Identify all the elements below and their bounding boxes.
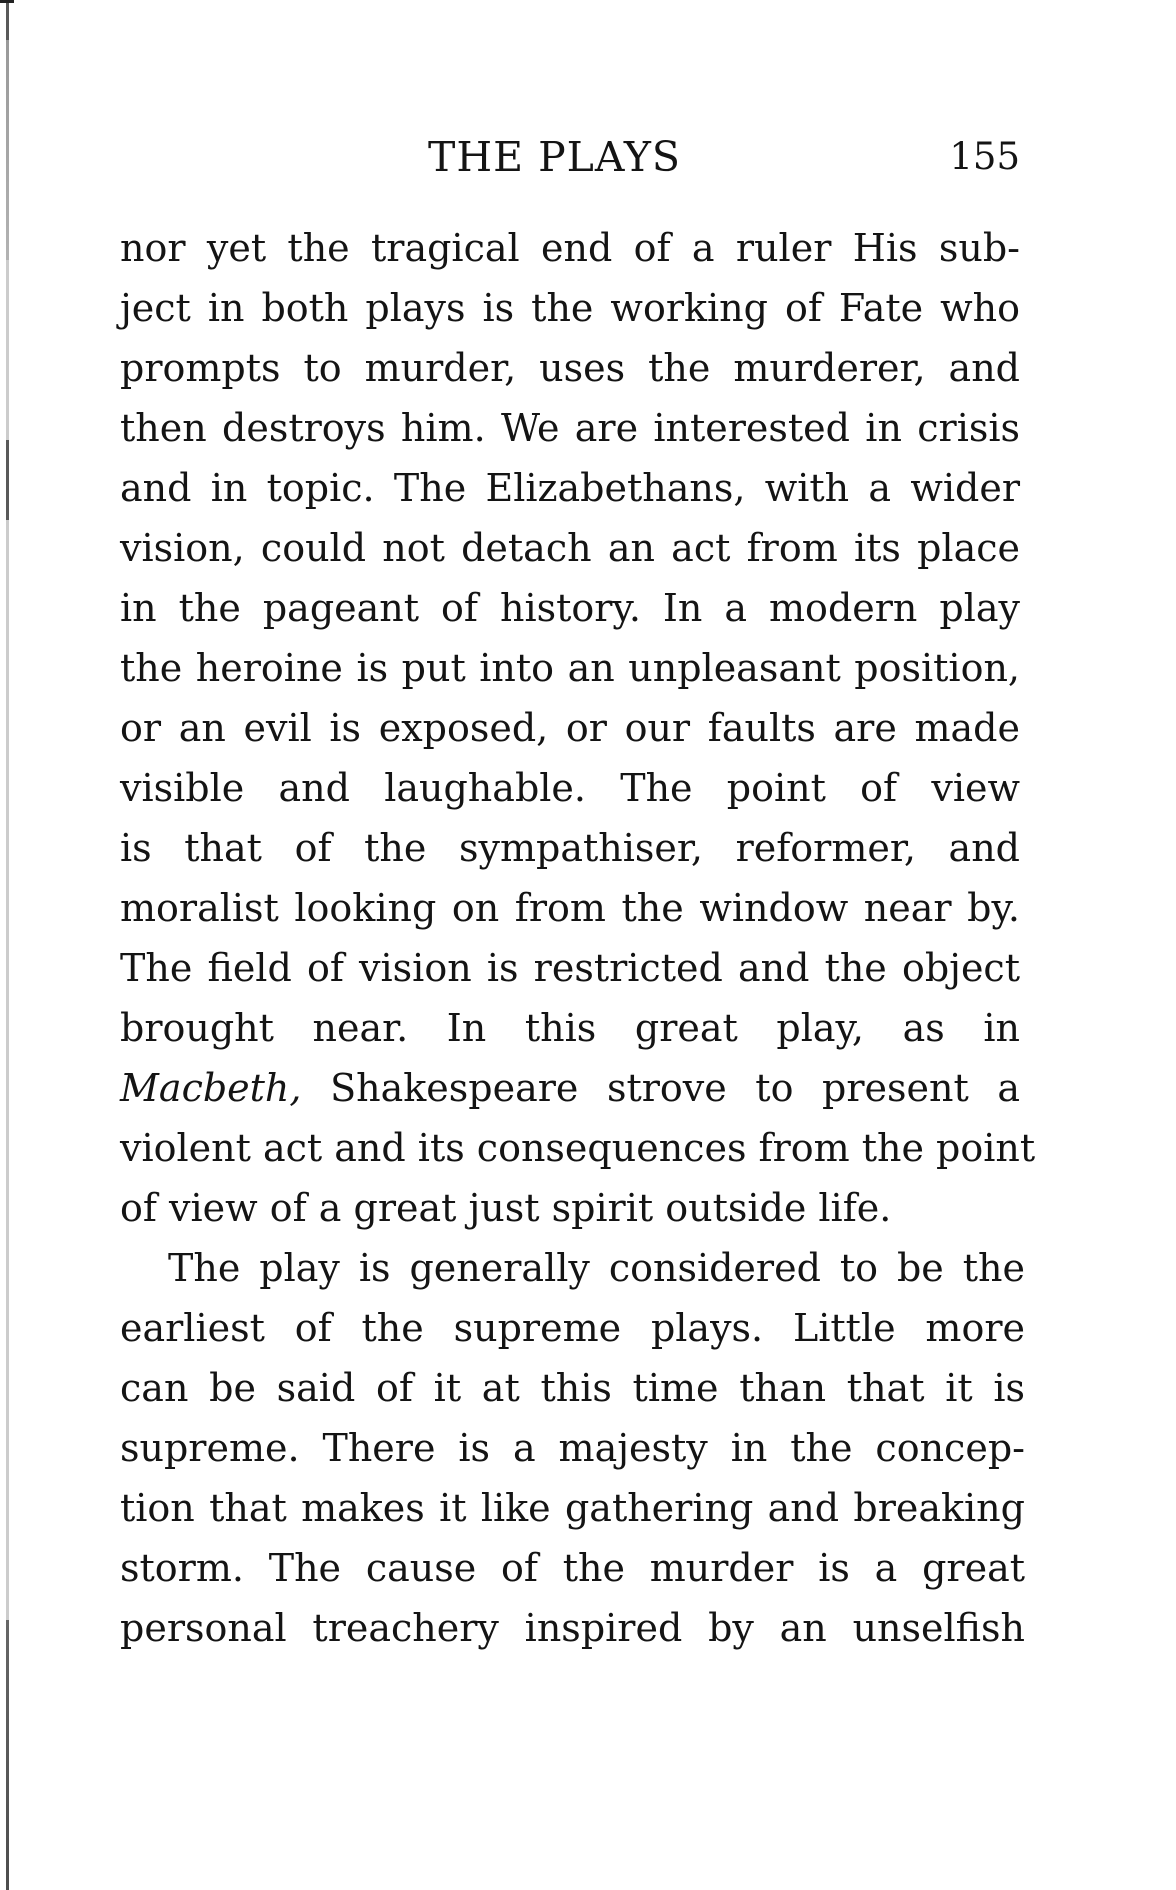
text-line: supreme. There is a majesty in the concep- <box>120 1426 1025 1470</box>
text-line: vision, could not detach an act from its place <box>120 526 1020 570</box>
text-line: then destroys him. We are interested in crisis <box>120 406 1020 450</box>
text-line: The field of vision is restricted and the object <box>120 946 1020 990</box>
body-text <box>120 218 1036 1658</box>
paragraph-2 <box>120 1238 1025 1658</box>
running-header <box>120 132 1020 182</box>
text-line-rest: Shakespeare strove to present a <box>330 1066 1020 1110</box>
text-line: can be said of it at this time than that it is <box>120 1366 1025 1410</box>
text-line: in the pageant of history. In a modern play <box>120 586 1020 630</box>
text-line: of view of a great just spirit outside life. <box>120 1186 892 1230</box>
text-line: personal treachery inspired by an unselfish <box>120 1606 1025 1650</box>
text-line: brought near. In this great play, as in <box>120 1006 1020 1050</box>
text-line: storm. The cause of the murder is a great <box>120 1546 1025 1590</box>
text-line: or an evil is exposed, or our faults are made <box>120 706 1020 750</box>
text-line: is that of the sympathiser, reformer, and <box>120 826 1020 870</box>
text-line: earliest of the supreme plays. Little more <box>120 1306 1025 1350</box>
text-line: prompts to murder, uses the murderer, and <box>120 346 1020 390</box>
page-number: 155 <box>949 135 1020 178</box>
text-line: ject in both plays is the working of Fate who <box>120 286 1020 330</box>
paragraph-1 <box>120 218 1036 1238</box>
scan-binding-edge <box>6 0 9 1890</box>
scan-corner-mark <box>0 0 14 3</box>
text-line: and in topic. The Elizabethans, with a wider <box>120 466 1020 510</box>
text-line-macbeth <box>120 1058 1020 1118</box>
text-line: tion that makes it like gathering and breaking <box>120 1486 1025 1530</box>
text-line: violent act and its consequences from the point <box>120 1126 1036 1170</box>
text-line: moralist looking on from the window near by. <box>120 886 1020 930</box>
text-line: The play is generally considered to be the <box>168 1246 1025 1290</box>
text-line: nor yet the tragical end of a ruler His sub- <box>120 226 1020 270</box>
text-line: the heroine is put into an unpleasant position, <box>120 646 1020 690</box>
text-line: visible and laughable. The point of view <box>120 766 1020 810</box>
play-title-italic: Macbeth, <box>120 1066 302 1110</box>
running-title: THE PLAYS <box>428 133 681 181</box>
